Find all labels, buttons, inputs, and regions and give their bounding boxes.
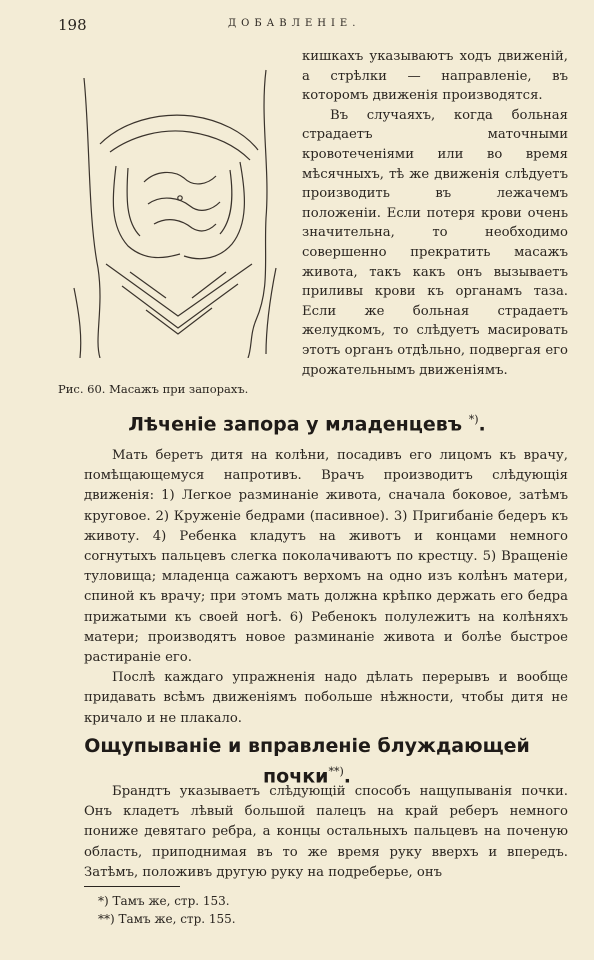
body-paragraph: Послѣ каждаго упражненія надо дѣлать перерывъ и вообще придавать всѣмъ движеніямъ побольше нѣжности, чтобы дитя не кричало и не плакало. (84, 670, 568, 726)
section-title-line: почки (263, 765, 329, 788)
abdomen-massage-figure (70, 58, 292, 358)
side-column-text (302, 47, 568, 380)
section-heading: Ощупываніе и вправленіе блуждающей почки**). (84, 735, 530, 788)
figure-caption: Рис. 60. Масажъ при запорахъ. (58, 382, 249, 396)
side-paragraph: кишкахъ указываютъ ходъ движеній, а стрѣлки — направленіе, въ которомъ движенія производятся. (302, 49, 568, 104)
section-heading: Лѣченіе запора у младенцевъ *). (128, 413, 486, 436)
section-title-line: Ощупываніе и вправленіе блуждающей (84, 735, 530, 757)
footnote: **) Тамъ же, стр. 155. (98, 912, 236, 926)
running-head: ДОБАВЛЕНІЕ. (228, 18, 361, 29)
page-number: 198 (58, 16, 87, 34)
footnote-divider (84, 886, 180, 887)
section-title: Лѣченіе запора у младенцевъ (128, 413, 463, 436)
body-paragraph: Брандтъ указываетъ слѣдующій способъ нащупыванія почки. Онъ кладетъ лѣвый большой палецъ на край реберъ немного пониже девятаго ребра, а концы остальныхъ пальцевъ на поченую область, приподнимая въ то же время руку вверхъ и впередъ. Затѣмъ, положивъ другую руку на подреберье, онъ (84, 784, 568, 880)
side-paragraph: Въ случаяхъ, когда больная страдаетъ маточными кровотеченіями или во время мѣсячныхъ, тѣ же движенія слѣдуетъ производить въ лежачемъ положеніи. Если потеря крови очень значительна, то необходимо совершенно прекратить масажъ живота, такъ какъ онъ вызываетъ приливы крови къ органамъ таза. Если же больная страдаетъ желудкомъ, то слѣдуетъ масировать этотъ органъ отдѣльно, подвергая его дрожательнымъ движеніямъ. (302, 107, 568, 378)
section-body (84, 446, 568, 729)
footnote-mark: **) (328, 765, 344, 778)
footnote-mark: *) (468, 413, 479, 426)
section-body (84, 782, 568, 883)
page-header (58, 16, 554, 36)
footnote: *) Тамъ же, стр. 153. (98, 894, 230, 908)
footnotes (84, 892, 236, 928)
body-paragraph: Мать беретъ дитя на колѣни, посадивъ его лицомъ къ врачу, помѣщающемуся напротивъ. Врачъ производитъ слѣдующія движенія: 1) Легкое разминаніе живота, сначала боковое, затѣмъ круговое. 2) Круженіе бедрами (пасивное). 3) Пригибаніе бедеръ къ животу. 4) Ребенка кладутъ на животъ и концами немного согнутыхъ пальцевъ слегка поколачиваютъ по крестцу. 5) Вращеніе туловища; младенца сажаютъ верхомъ на одно изъ колѣнъ матери, спиной къ врачу; при этомъ мать должна крѣпко держать его бедра прижатыми къ своей ногѣ. 6) Ребенокъ полулежитъ на колѣняхъ матери; производятъ новое разминаніе живота и болѣе быстрое растираніе его. (84, 448, 568, 666)
